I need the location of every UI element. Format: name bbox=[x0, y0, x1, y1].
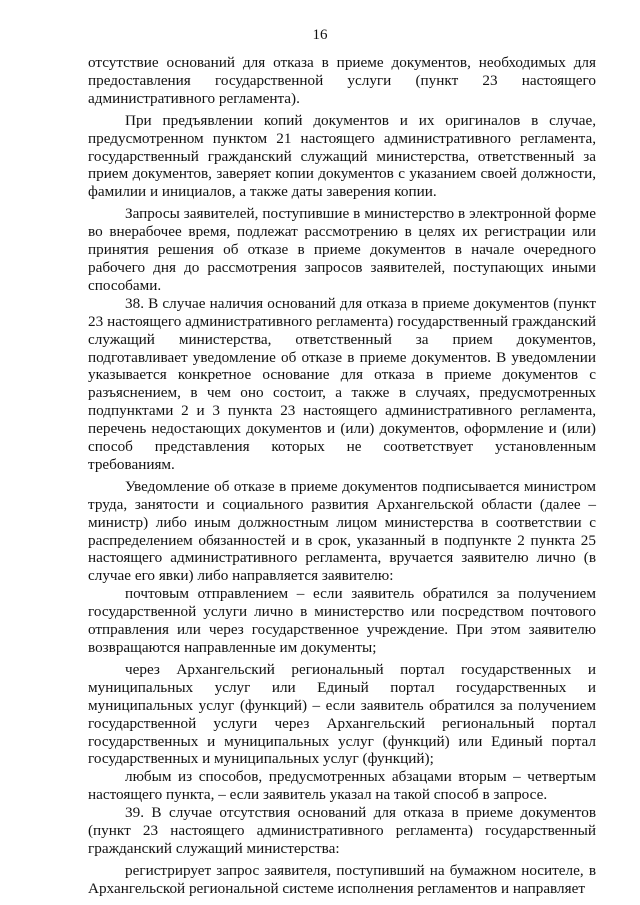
paragraph-any-method: любым из способов, предусмотренных абзацами вторым – четвертым настоящего пункта, – если заявитель указал на такой способ в запросе. bbox=[88, 768, 596, 804]
page-number: 16 bbox=[312, 27, 328, 43]
paragraph-copies-certification: При предъявлении копий документов и их оригиналов в случае, предусмотренном пунктом 21 настоящего административного регламента, государственный гражданский служащий министерства, ответственный за прием документов, заверяет копии документов с указанием своей должности, фамилии и инициалов, а также даты заверения копии. bbox=[88, 111, 596, 201]
paragraph-portal-delivery: через Архангельский региональный портал государственных и муниципальных услуг или Единый портал государственных и муниципальных услуг (функций) – если заявитель обратился за получением государственной услуги через Архангельский региональный портал государственных и муниципальных услуг (функций) или Единый портал государственных и муниципальных услуг (функций); bbox=[88, 660, 596, 768]
document-body bbox=[88, 54, 596, 898]
paragraph-electronic-requests: Запросы заявителей, поступившие в министерство в электронной форме во внерабочее время, подлежат рассмотрению в целях их регистрации или принятия решения об отказе в приеме документов в начале очередного рабочего дня до рассмотрения запросов заявителей, поступающих иными способами. bbox=[88, 205, 596, 294]
paragraph-refusal-notice: Уведомление об отказе в приеме документов подписывается министром труда, занятости и социального развития Архангельской области (далее – министр) либо иным должностным лицом министерства в соответствии с распределением обязанностей и в срок, указанный в подпункте 2 пункта 25 настоящего административного регламента, вручается заявителю лично (в случае его явки) либо направляется заявителю: bbox=[88, 477, 596, 585]
paragraph-item-38: 38. В случае наличия оснований для отказа в приеме документов (пункт 23 настоящего административного регламента) государственный гражданский служащий министерства, ответственный за прием документов, подготавливает уведомление об отказе в приеме документов. В уведомлении указывается конкретное основание для отказа в приеме документов с разъяснением, в чем оно состоит, а также в случаях, предусмотренных подпунктами 2 и 3 пункта 23 настоящего административного регламента, перечень недостающих документов и (или) документов, оформление и (или) способ представления которых не соответствует установленным требованиям. bbox=[88, 294, 596, 473]
paragraph-item-39: 39. В случае отсутствия оснований для отказа в приеме документов (пункт 23 настоящего административного регламента) государственный гражданский служащий министерства: bbox=[88, 804, 596, 857]
paragraph-continuation: отсутствие оснований для отказа в приеме документов, необходимых для предоставления государственной услуги (пункт 23 настоящего административного регламента). bbox=[88, 54, 596, 107]
paragraph-registration: регистрирует запрос заявителя, поступивший на бумажном носителе, в Архангельской региональной системе исполнения регламентов и направляет bbox=[88, 861, 596, 897]
paragraph-postal-delivery: почтовым отправлением – если заявитель обратился за получением государственной услуги лично в министерство или посредством почтового отправления или через государственное учреждение. При этом заявителю возвращаются направленные им документы; bbox=[88, 585, 596, 656]
